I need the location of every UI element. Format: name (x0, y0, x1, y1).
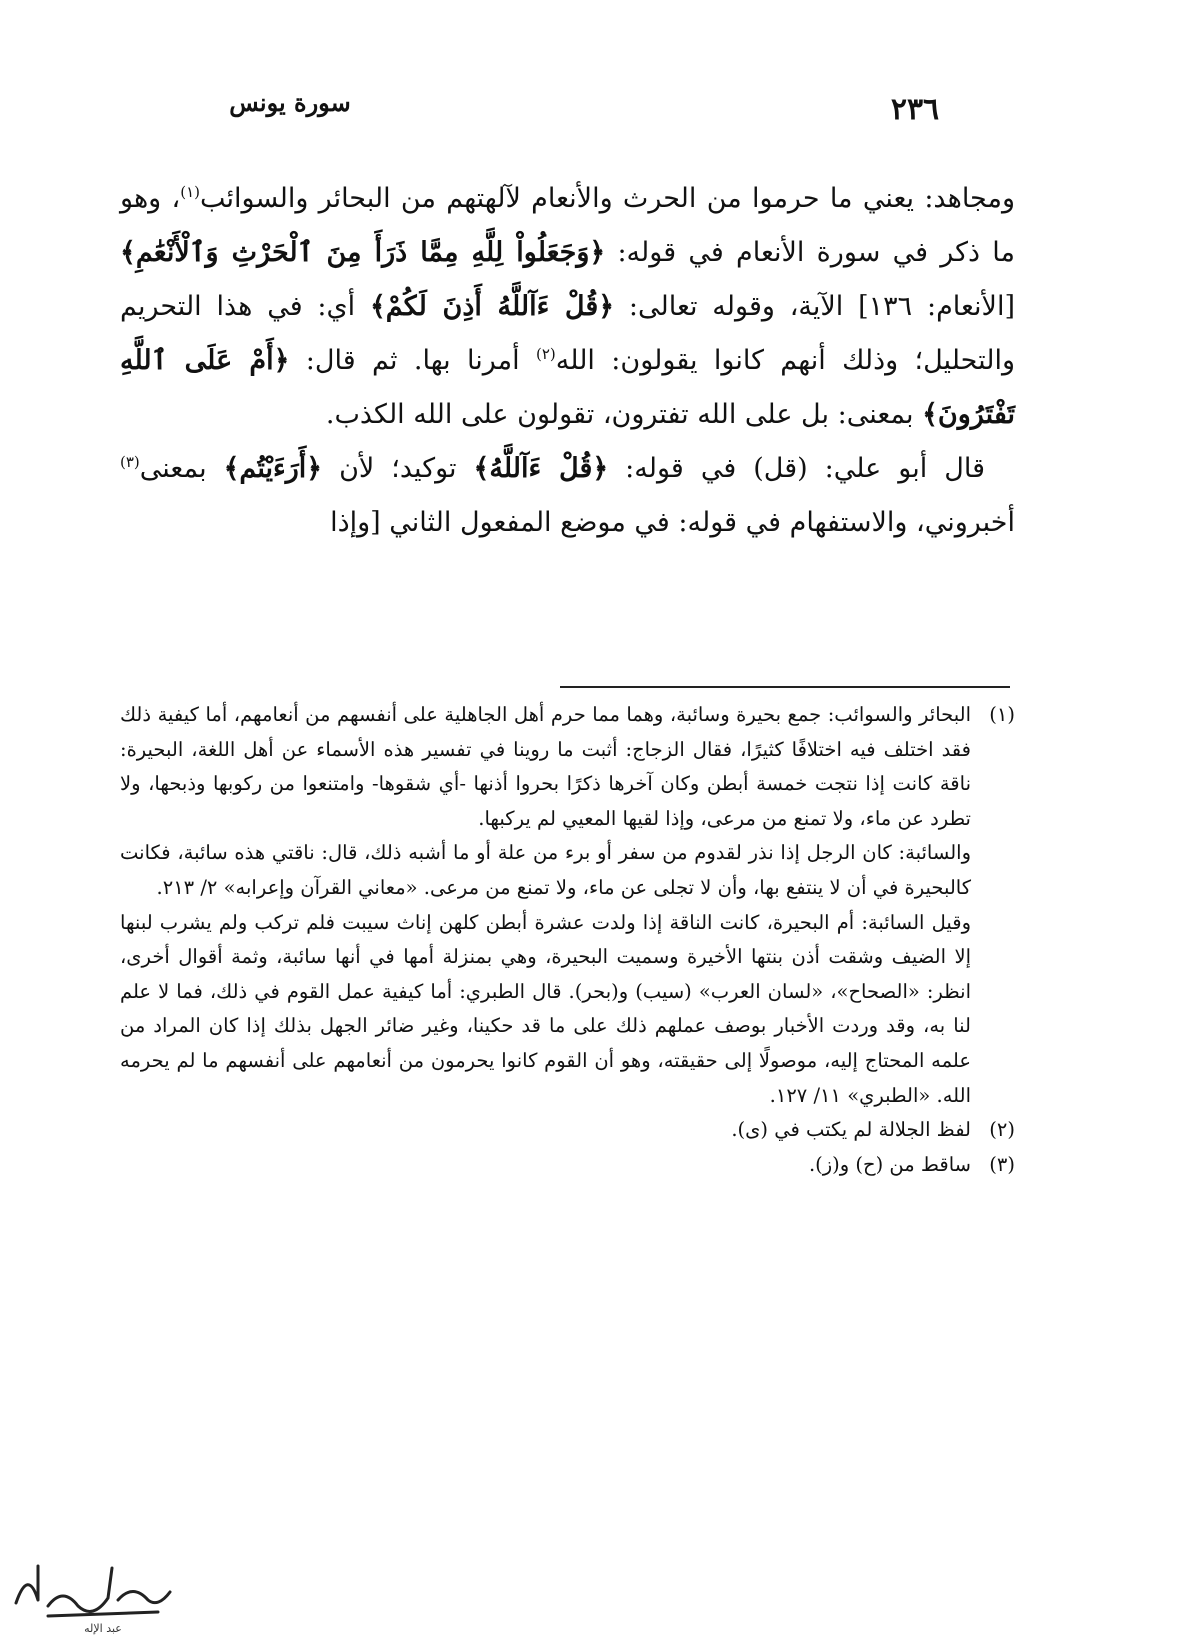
footnote-number: (٢) (989, 1118, 1015, 1142)
footnote-ref-3[interactable]: (٣) (120, 453, 140, 471)
footnote-number: (٣) (989, 1152, 1015, 1176)
footnote-number: (١) (989, 703, 1015, 726)
page-number: ٢٣٦ (890, 92, 940, 127)
footnote-2 (120, 1113, 1015, 1148)
footnote-1 (120, 698, 1015, 1113)
footnote-text: ساقط من (ح) و(ز). (808, 1152, 971, 1176)
calligraphy-stamp (8, 1548, 188, 1638)
surah-title: سورة يونس (229, 88, 351, 117)
quran-verse: ﴿أَمْ عَلَى ٱللَّهِ تَفْتَرُونَ﴾ (120, 345, 1015, 430)
quran-verse: ﴿أَرَءَيْتُم﴾ (223, 453, 323, 484)
main-text (120, 172, 1015, 550)
quran-verse: ﴿وَجَعَلُواْ لِلَّهِ مِمَّا ذَرَأَ مِنَ ٱلْحَرْثِ وَٱلْأَنْعَٰمِ﴾ (120, 237, 606, 268)
footnote-text: لفظ الجلالة لم يكتب في (ى). (731, 1118, 971, 1142)
footnote-ref-2[interactable]: (٢) (536, 345, 556, 363)
stamp-subtext: عبد الإله (84, 1622, 122, 1635)
footnotes (120, 698, 1015, 1182)
footnote-divider (560, 686, 1010, 688)
footnote-text: وقيل السائبة: أم البحيرة، كانت الناقة إذا ولدت عشرة أبطن كلهن إناث سيبت فلم تركب ولم يشرب لبنها إلا الضيف وشقت أذن بنتها الأخيرة وسميت البحيرة، وهي بمنزلة أمها في أنها سائبة، وثمة أقوال أخرى، انظر: «الصحاح»، «لسان العرب» (سيب) و(بحر). قال الطبري: أما كيفية عمل القوم في ذلك، فما لا علم لنا به، وقد وردت الأخبار بوصف عملهم ذلك على ما قد حكينا، وغير ضائر الجهل بذلك إذا كان المراد من علمه المحتاج إليه، موصولًا إلى حقيقته، وهو أن القوم كانوا يحرمون من أنعامهم على أنفسهم ما لم يحرمه الله. «الطبري» ١١/ ١٢٧. (120, 910, 971, 1107)
main-paragraph-2: قال أبو علي: (قل) في قوله: ﴿قُلْ ءَآللَّهُ﴾ توكيد؛ لأن ﴿أَرَءَيْتُم﴾ بمعنى$^{(٣)}$ أخبروني، والاستفهام في قوله: في موضع المفعول الثاني [وإذا (120, 453, 1015, 538)
quran-verse: ﴿قُلْ ءَآللَّهُ﴾ (473, 453, 609, 484)
footnote-ref-1[interactable]: (١) (180, 183, 201, 201)
footnote-text: والسائبة: كان الرجل إذا نذر لقدوم من سفر أو برء من علة أو ما أشبه ذلك، قال: ناقتي هذه سائبة، فكانت كالبحيرة في أن لا ينتفع بها، وأن لا تجلى عن ماء، ولا تمنع من مرعى. «معاني القرآن وإعرابه» ٢/ ٢١٣. (120, 841, 971, 899)
quran-verse: ﴿قُلْ ءَآللَّهُ أَذِنَ لَكُمْ﴾ (369, 291, 615, 322)
main-paragraph-1: ومجاهد: يعني ما حرموا من الحرث والأنعام لآلهتهم من البحائر والسوائب$^{(١)}$، وهو ما ذكر في سورة الأنعام في قوله: ﴿وَجَعَلُواْ لِلَّهِ مِمَّا ذَرَأَ مِنَ ٱلْحَرْثِ وَٱلْأَنْعَٰمِ﴾ [الأنعام: ١٣٦] الآية، وقوله تعالى: ﴿قُلْ ءَآللَّهُ أَذِنَ لَكُمْ﴾ أي: في هذا التحريم والتحليل؛ وذلك أنهم كانوا يقولون: الله$^{(٢)}$ أمرنا بها. ثم قال: ﴿أَمْ عَلَى ٱللَّهِ تَفْتَرُونَ﴾ بمعنى: بل على الله تفترون، تقولون على الله الكذب. (120, 183, 1015, 430)
footnote-3 (120, 1148, 1015, 1183)
footnote-text: البحائر والسوائب: جمع بحيرة وسائبة، وهما مما حرم أهل الجاهلية على أنفسهم من أنعامهم، أما كيفية ذلك فقد اختلف فيه اختلافًا كثيرًا، فقال الزجاج: أثبت ما روينا في تفسير هذه الأسماء عن أهل اللغة، البحيرة: ناقة كانت إذا نتجت خمسة أبطن وكان آخرها ذكرًا بحروا أذنها -أي شقوها- وامتنعوا من ركوبها وذبحها، ولا تطرد عن ماء، ولا تمنع من مرعى، وإذا لقيها المعيي لم يركبها. (120, 703, 971, 830)
